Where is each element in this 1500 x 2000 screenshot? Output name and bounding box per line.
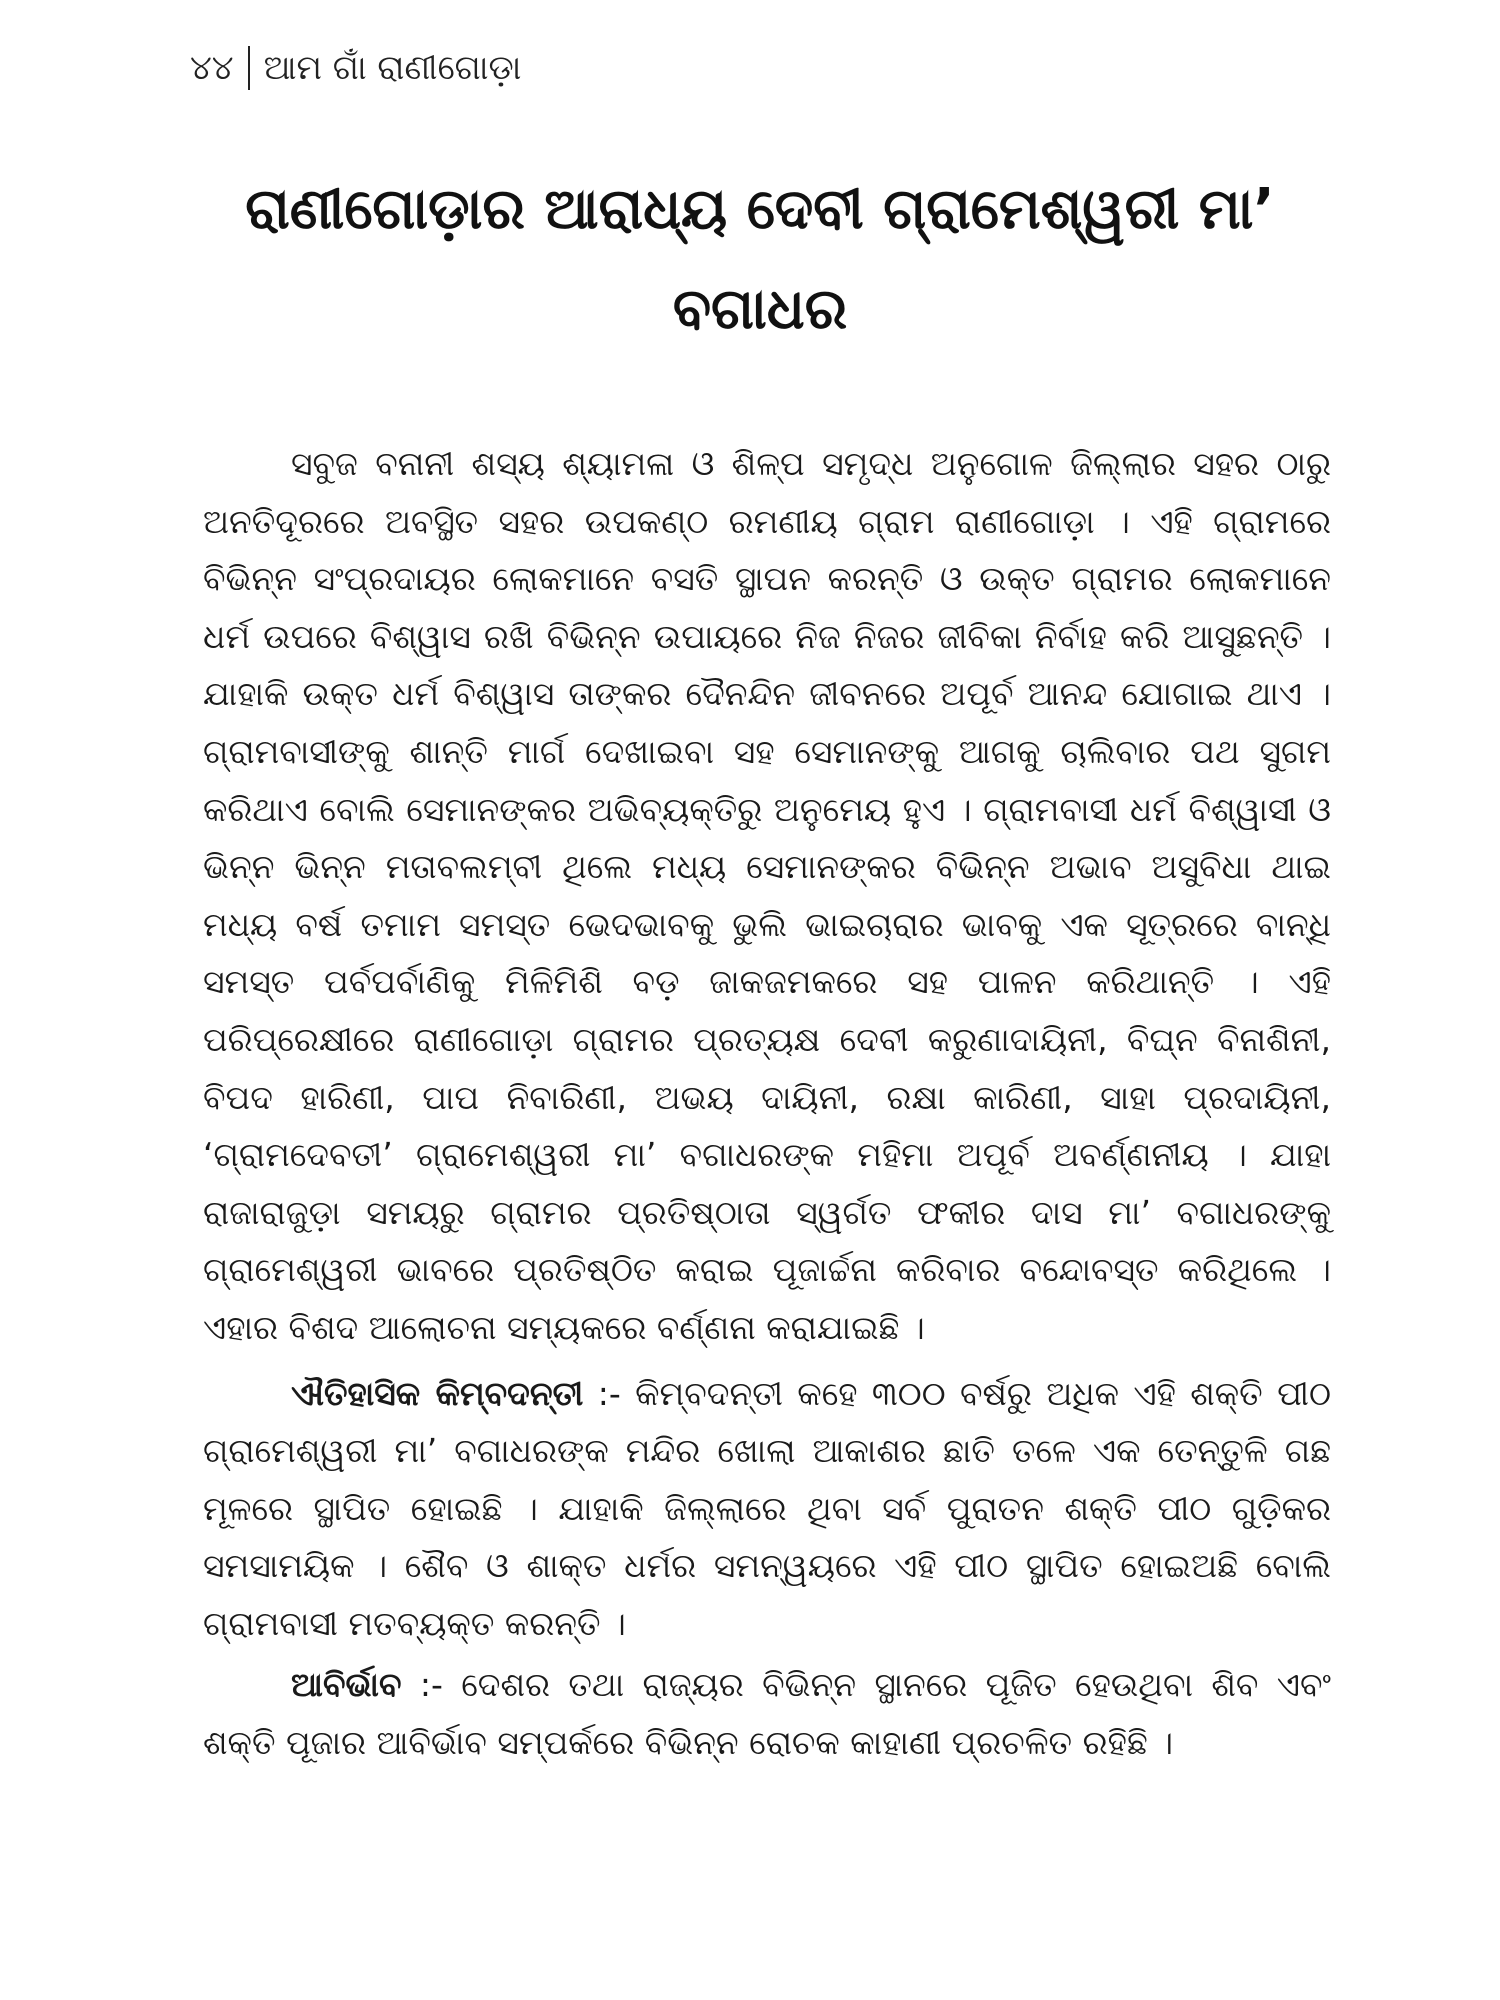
body-text [203,435,1331,1780]
paragraph-legend [203,1365,1331,1653]
book-title: ଆମ ଗାଁ ରାଣୀଗୋଡ଼ା [263,48,522,88]
paragraph-origin [203,1656,1331,1771]
running-header [190,46,521,90]
legend-heading: ଐତିହାସିକ କିମ୍ବଦନ୍ତୀ [291,1373,584,1413]
chapter-title [190,160,1330,360]
origin-heading: ଆବିର୍ଭାବ [291,1665,402,1705]
chapter-title-line-1: ରାଣୀଗୋଡ଼ାର ଆରାଧ୍ୟ ଦେବୀ ଗ୍ରାମେଶ୍ୱରୀ ମା’ [245,177,1275,242]
chapter-title-line-2: ବଗାଧର [672,277,848,342]
legend-body: :- କିମ୍ବଦନ୍ତୀ କହେ ୩୦୦ ବର୍ଷରୁ ଅଧିକ ଏହି ଶକ୍ତି ପୀଠ ଗ୍ରାମେଶ୍ୱରୀ ମା’ ବଗାଧରଙ୍କ ମନ୍ଦିର ଖୋଲା ଆକାଶର ଛାତି ତଳେ ଏକ ତେନ୍ତୁଳି ଗଛ ମୂଳରେ ସ୍ଥାପିତ ହୋଇଛି । ଯାହାକି ଜିଲ୍ଲାରେ ଥିବା ସର୍ବ ପୁରାତନ ଶକ୍ତି ପୀଠ ଗୁଡ଼ିକର ସମସାମୟିକ । ଶୈବ ଓ ଶାକ୍ତ ଧର୍ମର ସମନ୍ୱୟରେ ଏହି ପୀଠ ସ୍ଥାପିତ ହୋଇଅଛି ବୋଲି ଗ୍ରାମବାସୀ ମତବ୍ୟକ୍ତ କରନ୍ତି । [203,1373,1331,1643]
paragraph-intro: ସବୁଜ ବନାନୀ ଶସ୍ୟ ଶ୍ୟାମଳା ଓ ଶିଳ୍ପ ସମୃଦ୍ଧ ଅନୁଗୋଳ ଜିଲ୍ଲାର ସହର ଠାରୁ ଅନତିଦୂରରେ ଅବସ୍ଥିତ ସହର ଉପକଣ୍ଠ ରମଣୀୟ ଗ୍ରାମ ରାଣୀଗୋଡ଼ା । ଏହି ଗ୍ରାମରେ ବିଭିନ୍ନ ସଂପ୍ରଦାୟର ଲୋକମାନେ ବସତି ସ୍ଥାପନ କରନ୍ତି ଓ ଉକ୍ତ ଗ୍ରାମର ଲୋକମାନେ ଧର୍ମ ଉପରେ ବିଶ୍ୱାସ ରଖି ବିଭିନ୍ନ ଉପାୟରେ ନିଜ ନିଜର ଜୀବିକା ନିର୍ବାହ କରି ଆସୁଛନ୍ତି । ଯାହାକି ଉକ୍ତ ଧର୍ମ ବିଶ୍ୱାସ ତାଙ୍କର ଦୈନନ୍ଦିନ ଜୀବନରେ ଅପୂର୍ବ ଆନନ୍ଦ ଯୋଗାଇ ଥାଏ । ଗ୍ରାମବାସୀଙ୍କୁ ଶାନ୍ତି ମାର୍ଗ ଦେଖାଇବା ସହ ସେମାନଙ୍କୁ ଆଗକୁ ଚାଲିବାର ପଥ ସୁଗମ କରିଥାଏ ବୋଲି ସେମାନଙ୍କର ଅଭିବ୍ୟକ୍ତିରୁ ଅନୁମେୟ ହୁଏ । ଗ୍ରାମବାସୀ ଧର୍ମ ବିଶ୍ୱାସୀ ଓ ଭିନ୍ନ ଭିନ୍ନ ମତାବଲମ୍ବୀ ଥିଲେ ମଧ୍ୟ ସେମାନଙ୍କର ବିଭିନ୍ନ ଅଭାବ ଅସୁବିଧା ଥାଇ ମଧ୍ୟ ବର୍ଷ ତମାମ ସମସ୍ତ ଭେଦଭାବକୁ ଭୁଲି ଭାଇଚାରାର ଭାବକୁ ଏକ ସୂତ୍ରରେ ବାନ୍ଧି ସମସ୍ତ ପର୍ବପର୍ବାଣିକୁ ମିଳିମିଶି ବଡ଼ ଜାକଜମକରେ ସହ ପାଳନ କରିଥାନ୍ତି । ଏହି ପରିପ୍ରେକ୍ଷୀରେ ରାଣୀଗୋଡ଼ା ଗ୍ରାମର ପ୍ରତ୍ୟକ୍ଷ ଦେବୀ କରୁଣାଦାୟିନୀ, ବିଘ୍ନ ବିନାଶିନୀ, ବିପଦ ହାରିଣୀ, ପାପ ନିବାରିଣୀ, ଅଭୟ ଦାୟିନୀ, ରକ୍ଷା କାରିଣୀ, ସାହା ପ୍ରଦାୟିନୀ, ‘ଗ୍ରାମଦେବତୀ’ ଗ୍ରାମେଶ୍ୱରୀ ମା’ ବଗାଧରଙ୍କ ମହିମା ଅପୂର୍ବ ଅବର୍ଣ୍ଣନୀୟ । ଯାହା ରାଜାରାଜୁଡ଼ା ସମୟରୁ ଗ୍ରାମର ପ୍ରତିଷ୍ଠାତା ସ୍ୱର୍ଗତ ଫକୀର ଦାସ ମା’ ବଗାଧରଙ୍କୁ ଗ୍ରାମେଶ୍ୱରୀ ଭାବରେ ପ୍ରତିଷ୍ଠିତ କରାଇ ପୂଜାର୍ଚ୍ଚନା କରିବାର ବନ୍ଦୋବସ୍ତ କରିଥିଲେ । ଏହାର ବିଶଦ ଆଲୋଚନା ସମ୍ୟକରେ ବର୍ଣ୍ଣନା କରାଯାଇଛି । [203,444,1331,1347]
page-number: ୪୪ [190,48,234,88]
origin-body: :- ଦେଶର ତଥା ରାଜ୍ୟର ବିଭିନ୍ନ ସ୍ଥାନରେ ପୂଜିତ ହେଉଥିବା ଶିବ ଏବଂ ଶକ୍ତି ପୂଜାର ଆବିର୍ଭାବ ସମ୍ପର୍କରେ ବିଭିନ୍ନ ରୋଚକ କାହାଣୀ ପ୍ରଚଳିତ ରହିଛି । [203,1665,1331,1763]
header-separator [248,46,250,90]
